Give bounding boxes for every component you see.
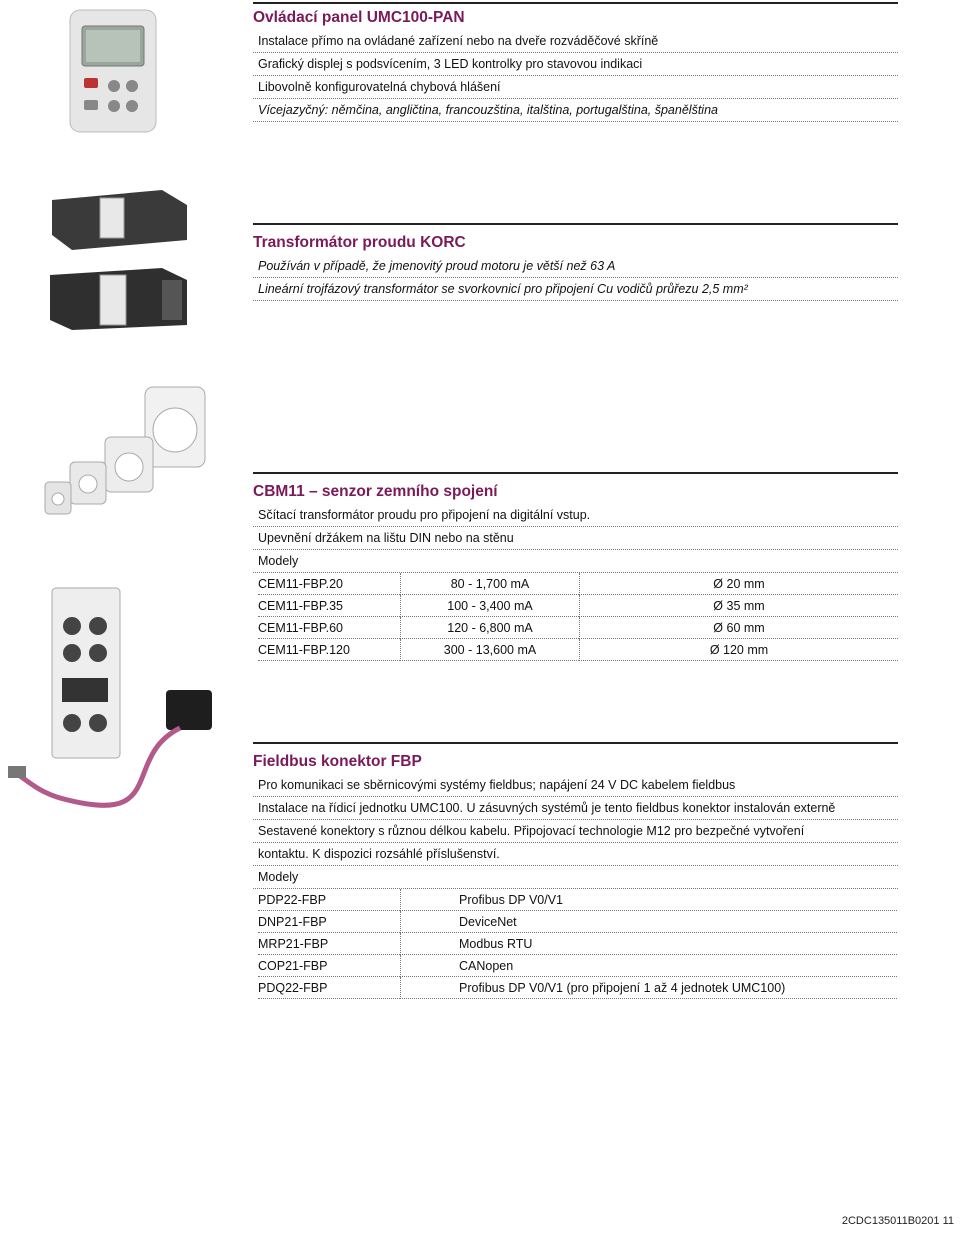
model-cell: CEM11-FBP.20 (258, 573, 400, 595)
section-title: Transformátor proudu KORC (253, 234, 466, 251)
description-cell: Modbus RTU (400, 933, 897, 955)
fieldbus-connector-image (0, 578, 240, 848)
range-cell: 100 - 3,400 mA (400, 595, 579, 617)
section-title: CBM11 – senzor zemního spojení (253, 483, 498, 500)
feature-line: Lineární trojfázový transformátor se svorkovnicí pro připojení Cu vodičů průřezu 2,5 mm² (253, 278, 898, 301)
model-cell: PDQ22-FBP (258, 977, 400, 999)
control-panel-image (68, 8, 160, 136)
description-cell: Profibus DP V0/V1 (400, 889, 897, 911)
model-cell: CEM11-FBP.35 (258, 595, 400, 617)
feature-line: Instalace přímo na ovládané zařízení nebo na dveře rozváděčové skříně (253, 30, 898, 53)
description-cell: CANopen (400, 955, 897, 977)
diameter-cell: Ø 35 mm (579, 595, 898, 617)
feature-line: Sčítací transformátor proudu pro připojení na digitální vstup. (253, 504, 898, 527)
description-cell: Profibus DP V0/V1 (pro připojení 1 až 4 jednotek UMC100) (400, 977, 897, 999)
table-row (253, 573, 898, 595)
table-row (253, 639, 898, 661)
model-cell: MRP21-FBP (258, 933, 400, 955)
feature-line: Instalace na řídicí jednotku UMC100. U zásuvných systémů je tento fieldbus konektor instalován externě (253, 797, 898, 820)
feature-line: Upevnění držákem na lištu DIN nebo na stěnu (253, 527, 898, 550)
table-row (253, 889, 898, 911)
range-cell: 300 - 13,600 mA (400, 639, 579, 661)
feature-line: Vícejazyčný: němčina, angličtina, francouzština, italština, portugalština, španělština (253, 99, 898, 122)
range-cell: 120 - 6,800 mA (400, 617, 579, 639)
section-cbm11 (253, 472, 898, 661)
model-cell: DNP21-FBP (258, 911, 400, 933)
section-korc (253, 223, 898, 301)
model-cell: COP21-FBP (258, 955, 400, 977)
diameter-cell: Ø 20 mm (579, 573, 898, 595)
feature-line: Pro komunikaci se sběrnicovými systémy fieldbus; napájení 24 V DC kabelem fieldbus (253, 774, 898, 797)
section-title: Ovládací panel UMC100-PAN (253, 9, 465, 26)
description-cell: DeviceNet (400, 911, 897, 933)
models-label: Modely (253, 550, 898, 573)
korc-transformer-image (42, 180, 192, 340)
model-cell: CEM11-FBP.120 (258, 639, 400, 661)
models-label: Modely (253, 866, 898, 889)
table-row (253, 933, 898, 955)
model-cell: CEM11-FBP.60 (258, 617, 400, 639)
model-cell: PDP22-FBP (258, 889, 400, 911)
table-row (253, 955, 898, 977)
table-row (253, 911, 898, 933)
feature-line: Libovolně konfigurovatelná chybová hlášení (253, 76, 898, 99)
feature-line: Grafický displej s podsvícením, 3 LED kontrolky pro stavovou indikaci (253, 53, 898, 76)
section-title: Fieldbus konektor FBP (253, 753, 422, 770)
table-row (253, 977, 898, 999)
table-row (253, 617, 898, 639)
table-row (253, 595, 898, 617)
cbm11-sensor-image (40, 382, 215, 522)
section-fieldbus (253, 742, 898, 999)
diameter-cell: Ø 60 mm (579, 617, 898, 639)
feature-line: Používán v případě, že jmenovitý proud motoru je větší než 63 A (253, 255, 898, 278)
diameter-cell: Ø 120 mm (579, 639, 898, 661)
range-cell: 80 - 1,700 mA (400, 573, 579, 595)
section-control-panel (253, 2, 898, 122)
feature-line: kontaktu. K dispozici rozsáhlé příslušenství. (253, 843, 898, 866)
document-code-page-number: 2CDC135011B0201 11 (841, 1215, 954, 1227)
feature-line: Sestavené konektory s různou délkou kabelu. Připojovací technologie M12 pro bezpečné vytvoření (253, 820, 898, 843)
